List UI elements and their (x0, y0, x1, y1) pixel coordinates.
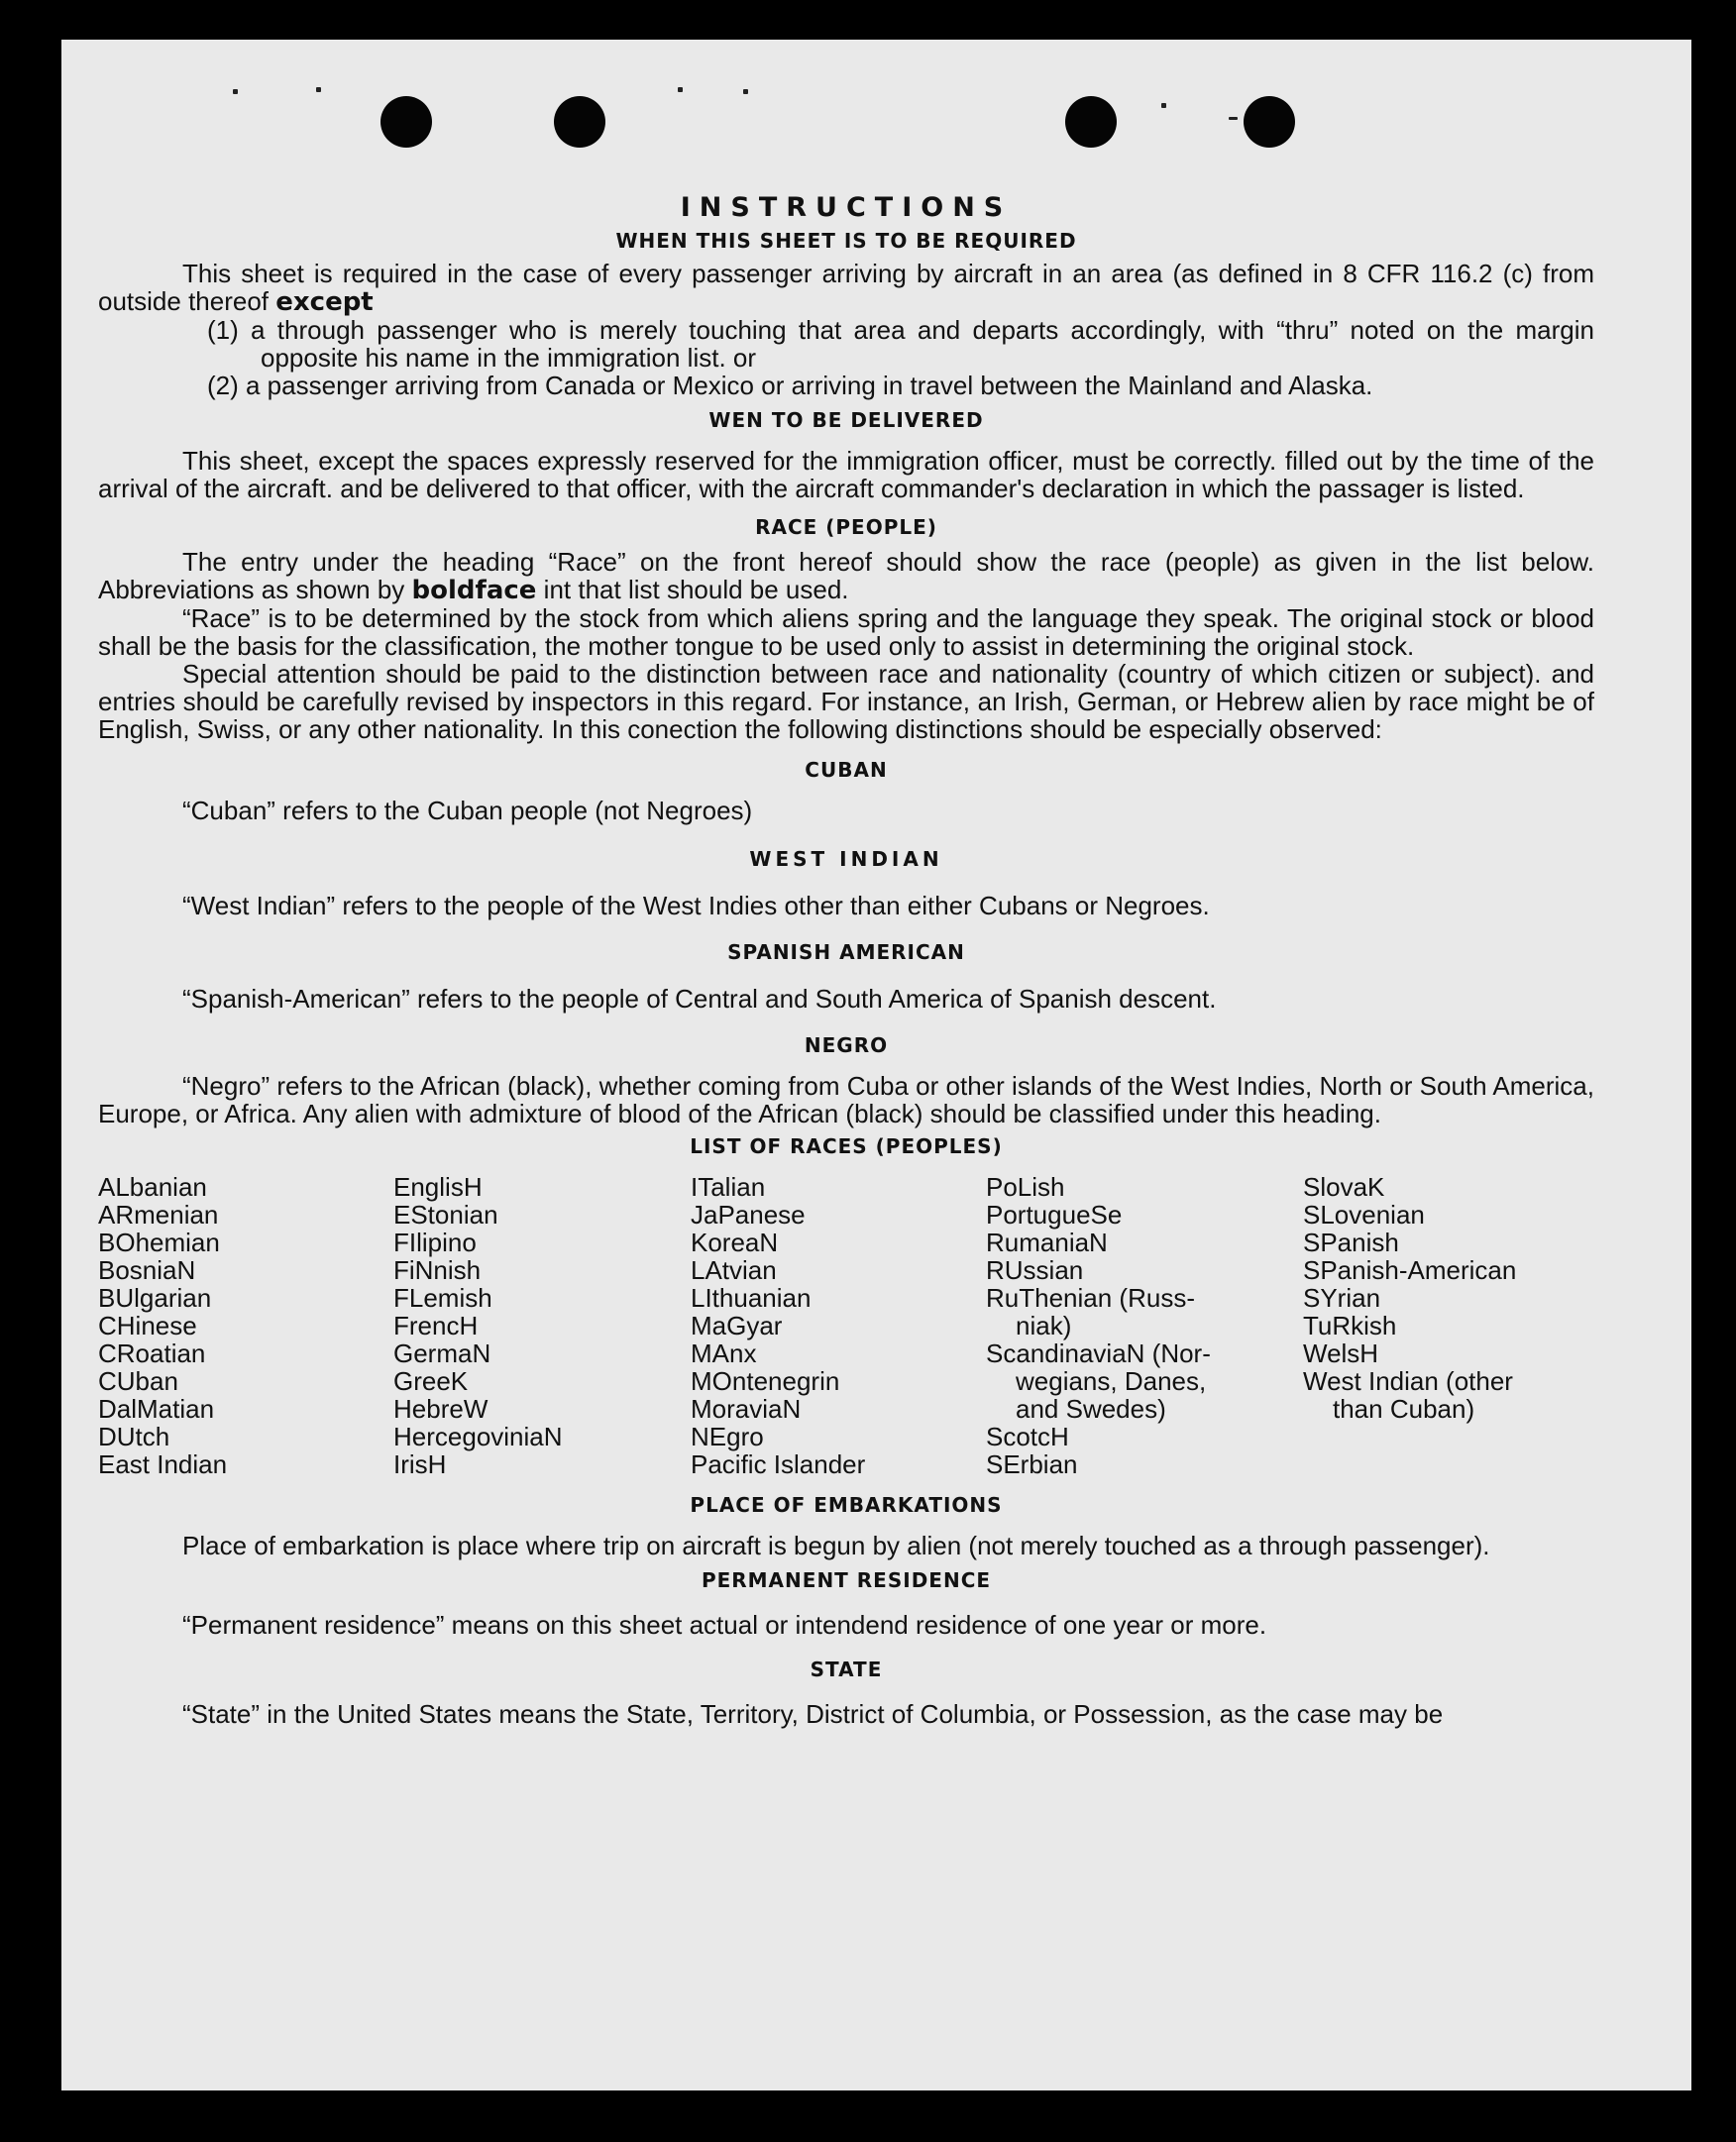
except-word: except (275, 287, 374, 317)
document-page (61, 40, 1691, 2090)
race-item-continuation: than Cuban) (1333, 1394, 1475, 1424)
race-item: WelsH (1303, 1339, 1379, 1368)
race-item: PoLish (986, 1172, 1065, 1202)
race-item: EStonian (393, 1200, 498, 1230)
heading-list-of-races: LIST OF RACES (PEOPLES) (690, 1134, 1003, 1158)
race-paragraph-1 (98, 548, 1594, 604)
races-column-5 (1303, 1173, 1594, 1478)
race-item: RumaniaN (986, 1228, 1108, 1257)
required-exceptions-list (207, 316, 1594, 399)
races-list (98, 1173, 1594, 1478)
race-item: West Indian (other (1303, 1366, 1513, 1396)
race-item-continuation: and Swedes) (1016, 1394, 1166, 1424)
boldface-word: boldface (411, 576, 537, 605)
race-item: MOntenegrin (691, 1366, 840, 1396)
heading-permanent-residence: PERMANENT RESIDENCE (701, 1568, 992, 1592)
race-p1-after: int that list should be used. (543, 575, 849, 604)
heading-race: RACE (PEOPLE) (755, 515, 937, 539)
race-item: MaGyar (691, 1311, 783, 1340)
races-column-4 (986, 1173, 1303, 1478)
race-paragraph-3: Special attention should be paid to the distinction between race and nationality (country of which citizen or subject). and entries should be carefully revised by inspectors in this regard. For instance, an Irish, German, or Hebrew alien by race might be of English, Swiss, or any other nationality. In this conection the following distinctions should be especially observed: (98, 659, 1594, 744)
race-item: HercegoviniaN (393, 1422, 563, 1451)
page-title: INSTRUCTIONS (680, 192, 1013, 223)
race-item: East Indian (98, 1449, 228, 1479)
cuban-text: “Cuban” refers to the Cuban people (not Negroes) (182, 796, 753, 825)
exception-item: (2) a passenger arriving from Canada or Mexico or arriving in travel between the Mainland and Alaska. (207, 371, 1373, 400)
race-item: MAnx (691, 1339, 757, 1368)
heading-negro: NEGRO (804, 1033, 889, 1057)
race-item: RUssian (986, 1255, 1084, 1285)
race-item: BosniaN (98, 1255, 196, 1285)
race-item: SlovaK (1303, 1172, 1385, 1202)
required-intro (98, 260, 1594, 316)
race-item: KoreaN (691, 1228, 779, 1257)
race-item-continuation: wegians, Danes, (1016, 1366, 1207, 1396)
race-item: HebreW (393, 1394, 488, 1424)
race-item: DUtch (98, 1422, 170, 1451)
race-item: BUlgarian (98, 1283, 212, 1313)
race-item: DalMatian (98, 1394, 215, 1424)
race-item: CHinese (98, 1311, 197, 1340)
heading-spanish-american: SPANISH AMERICAN (727, 940, 965, 964)
race-item: ScotcH (986, 1422, 1069, 1451)
race-paragraph-2: “Race” is to be determined by the stock from which aliens spring and the language they speak. The original stock or blood shall be the basis for the classification, the mother tongue to be used only to assist in determining the original stock. (98, 603, 1594, 661)
race-item: GreeK (393, 1366, 469, 1396)
delivered-text: This sheet, except the spaces expressly reserved for the immigration officer, must be correctly. filled out by the time of the arrival of the aircraft. and be delivered to that officer, with the aircraft commander's declaration in which the passager is listed. (98, 446, 1594, 503)
spanish-american-text: “Spanish-American” refers to the people of Central and South America of Spanish descent. (182, 984, 1217, 1014)
race-item: BOhemian (98, 1228, 220, 1257)
embarkation-text: Place of embarkation is place where trip on aircraft is begun by alien (not merely touched as a through passenger). (182, 1531, 1490, 1560)
exception-item: (1) a through passenger who is merely touching that area and departs accordingly, with “thru” noted on the margin opposite his name in the immigration list. or (207, 315, 1594, 373)
race-item: TuRkish (1303, 1311, 1397, 1340)
heading-delivered: WEN TO BE DELIVERED (708, 408, 984, 432)
race-p1-before: The entry under the heading “Race” on the front hereof should show the race (people) as given in the list below. Abbreviations as shown by (98, 547, 1594, 604)
race-item: ScandinaviaN (Nor- (986, 1339, 1211, 1368)
heading-required: WHEN THIS SHEET IS TO BE REQUIRED (615, 229, 1077, 253)
heading-embarkation: PLACE OF EMBARKATIONS (690, 1493, 1003, 1517)
negro-text: “Negro” refers to the African (black), whether coming from Cuba or other islands of the West Indies, North or South America, Europe, or Africa. Any alien with admixture of blood of the African (black) should be classified under this heading. (98, 1071, 1594, 1128)
races-column-1 (98, 1173, 393, 1478)
race-item: RuThenian (Russ- (986, 1283, 1195, 1313)
race-item: NEgro (691, 1422, 764, 1451)
state-text: “State” in the United States means the State, Territory, District of Columbia, or Possession, as the case may be (182, 1699, 1444, 1729)
race-item: EnglisH (393, 1172, 483, 1202)
race-item: FIlipino (393, 1228, 477, 1257)
race-item: FLemish (393, 1283, 492, 1313)
race-item: JaPanese (691, 1200, 806, 1230)
race-item: MoraviaN (691, 1394, 802, 1424)
heading-west-indian: WEST INDIAN (749, 847, 943, 871)
race-item: PortugueSe (986, 1200, 1123, 1230)
race-item: CRoatian (98, 1339, 206, 1368)
races-column-2 (393, 1173, 691, 1478)
race-item: SYrian (1303, 1283, 1381, 1313)
race-item-continuation: niak) (1016, 1311, 1072, 1340)
race-item: CUban (98, 1366, 178, 1396)
race-item: SPanish (1303, 1228, 1399, 1257)
race-item: GermaN (393, 1339, 491, 1368)
race-item: FrencH (393, 1311, 479, 1340)
heading-state: STATE (810, 1658, 883, 1681)
race-item: SLovenian (1303, 1200, 1425, 1230)
races-column-3 (691, 1173, 986, 1478)
race-item: FiNnish (393, 1255, 482, 1285)
race-item: ITalian (691, 1172, 766, 1202)
race-item: LAtvian (691, 1255, 777, 1285)
race-item: ARmenian (98, 1200, 219, 1230)
race-item: IrisH (393, 1449, 447, 1479)
west-indian-text: “West Indian” refers to the people of the West Indies other than either Cubans or Negroes. (182, 891, 1210, 920)
permanent-residence-text: “Permanent residence” means on this sheet actual or intendend residence of one year or more. (182, 1610, 1267, 1640)
race-item: LIthuanian (691, 1283, 812, 1313)
race-item: Pacific Islander (691, 1449, 866, 1479)
race-item: SPanish-American (1303, 1255, 1517, 1285)
heading-cuban: CUBAN (805, 758, 888, 782)
race-item: ALbanian (98, 1172, 207, 1202)
required-intro-text: This sheet is required in the case of every passenger arriving by aircraft in an area (as defined in 8 CFR 116.2 (c) from outside thereof (98, 259, 1594, 316)
race-item: SErbian (986, 1449, 1078, 1479)
instructions-content (98, 40, 1594, 1728)
